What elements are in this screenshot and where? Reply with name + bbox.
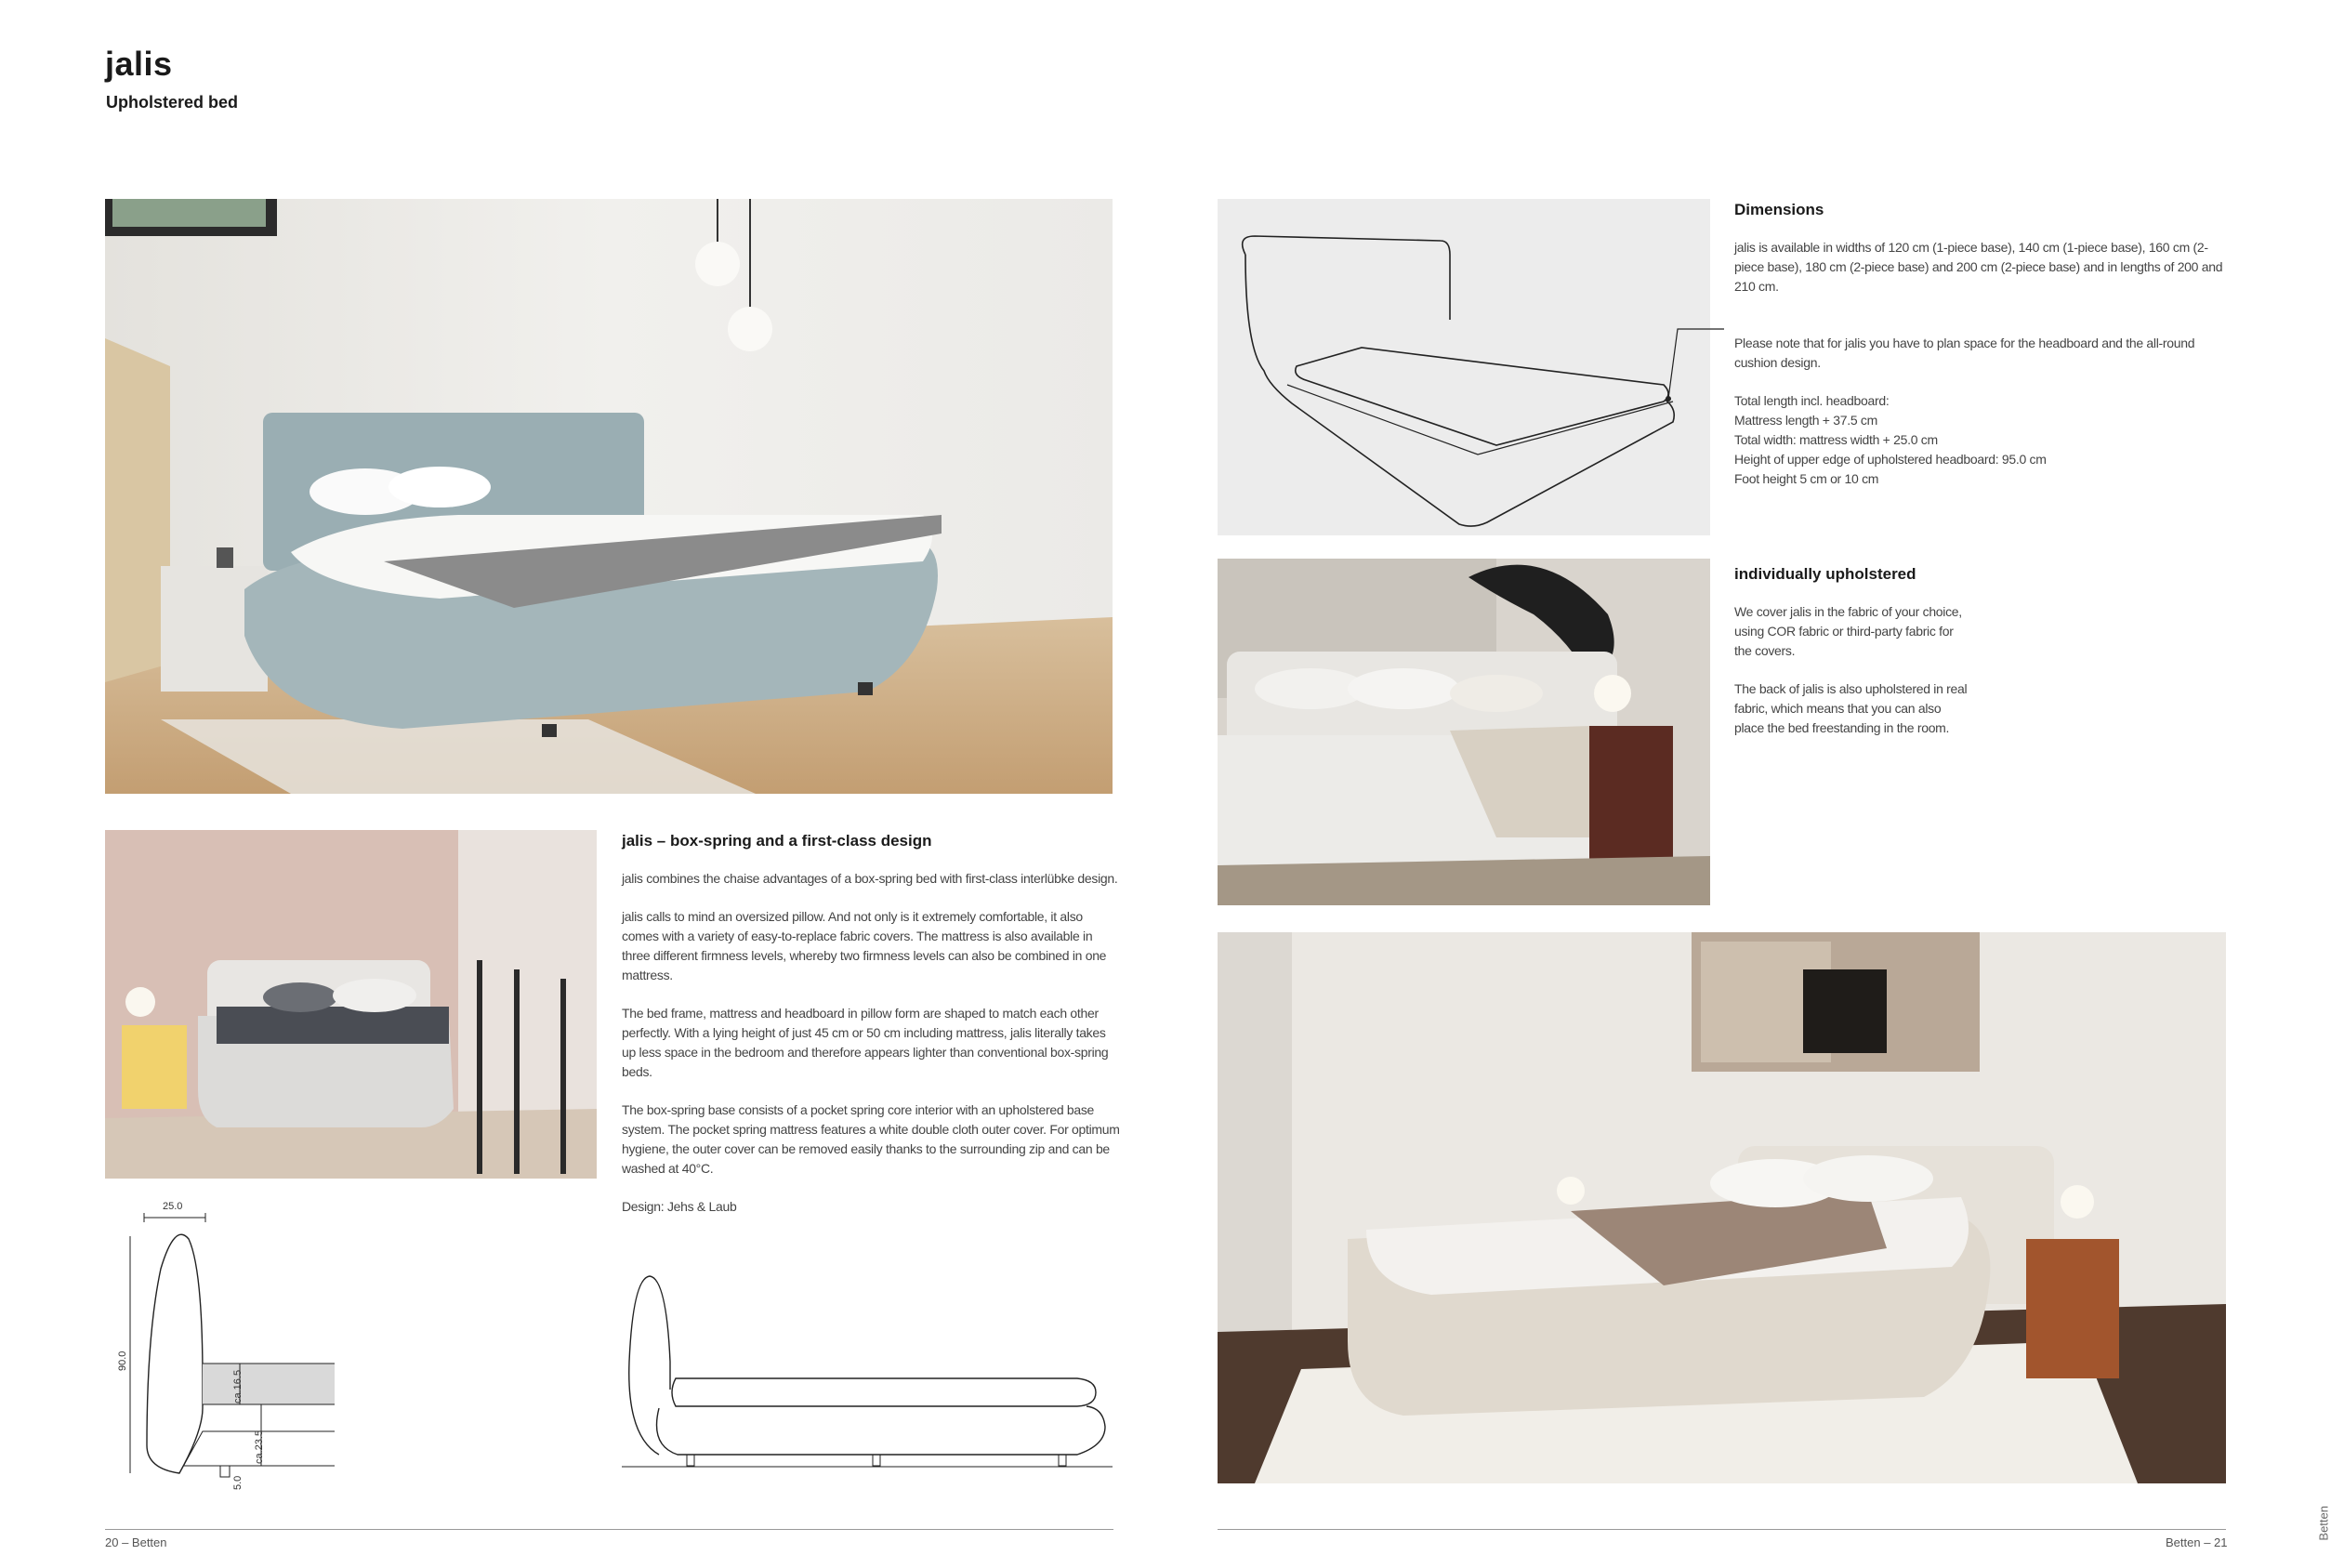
intro-paragraph: jalis combines the chaise advantages of a box-spring bed with first-class interlübke design. — [622, 871, 1118, 886]
upholstered-body — [1734, 602, 1971, 757]
design-credit: Design: Jehs & Laub — [622, 1199, 737, 1214]
side-profile-drawing — [105, 1194, 347, 1496]
dimensions-line: Foot height 5 cm or 10 cm — [1734, 471, 1879, 486]
upholstered-paragraph: We cover jalis in the fabric of your choice, using COR fabric or third-party fabric for the covers. — [1734, 604, 1962, 658]
dim-base: ca.23.5 — [254, 1430, 265, 1464]
dimensions-paragraph: jalis is available in widths of 120 cm (1-piece base), 140 cm (1-piece base), 160 cm (2-piece base), 180 cm (2-piece base) and 200 cm (2-piece base) and in lengths of 200 and 210 cm. — [1734, 240, 2223, 294]
dimensions-heading: Dimensions — [1734, 201, 1824, 218]
dim-foot: 5.0 — [232, 1475, 244, 1490]
intro-body — [622, 869, 1120, 1235]
side-section-tab: Betten — [2317, 1506, 2331, 1541]
dim-top-width: 25.0 — [163, 1201, 183, 1212]
dimensions-line: Total length incl. headboard: — [1734, 393, 1890, 408]
page-title: jalis — [105, 45, 173, 83]
dimensions-body — [1734, 238, 2227, 489]
dimensions-line: Mattress length + 37.5 cm — [1734, 413, 1877, 428]
upholstered-heading: individually upholstered — [1734, 565, 1916, 583]
photo-beige-bed — [1218, 932, 2226, 1483]
intro-heading: jalis – box-spring and a first-class design — [622, 832, 932, 850]
upholstered-paragraph: The back of jalis is also upholstered in real fabric, which means that you can also place the bed freestanding in the room. — [1734, 681, 1968, 735]
dimensions-line: Height of upper edge of upholstered headboard: 95.0 cm — [1734, 452, 2047, 467]
folio-left: 20 – Betten — [105, 1535, 167, 1549]
dim-height: 90.0 — [117, 1351, 128, 1371]
page-subtitle: Upholstered bed — [106, 93, 239, 112]
photo-upholstered-closeup — [1218, 559, 1710, 905]
iso-drawing-panel — [1218, 199, 1710, 535]
folio-right: Betten – 21 — [2166, 1535, 2228, 1549]
footer-rule-left — [105, 1529, 1113, 1530]
intro-paragraph: The box-spring base consists of a pocket spring core interior with an upholstered base system. The pocket spring mattress features a white double cloth outer cover. For optimum hygiene, the outer cover can be removed easily thanks to the surrounding zip and can be washed at 40°C. — [622, 1102, 1120, 1176]
dimensions-line: Total width: mattress width + 25.0 cm — [1734, 432, 1938, 447]
hero-photo-blue-bed — [105, 199, 1113, 794]
side-elevation-drawing — [622, 1269, 1114, 1473]
dim-mattress: ca.16.5 — [232, 1369, 244, 1403]
photo-white-bed-pink-wall — [105, 830, 597, 1179]
dimensions-note: Please note that for jalis you have to plan space for the headboard and the all-round cushion design. — [1734, 336, 2195, 370]
footer-rule-right — [1218, 1529, 2226, 1530]
intro-paragraph: jalis calls to mind an oversized pillow. And not only is it extremely comfortable, it also comes with a variety of easy-to-replace fabric covers. The mattress is also available in three different firmness levels, whereby two firmness levels can also be combined in one mattress. — [622, 909, 1107, 982]
intro-paragraph: The bed frame, mattress and headboard in pillow form are shaped to match each other perfectly. With a lying height of just 45 cm or 50 cm including mattress, jalis literally takes up less space in the bedroom and therefore appears lighter than conventional box-spring beds. — [622, 1006, 1109, 1079]
